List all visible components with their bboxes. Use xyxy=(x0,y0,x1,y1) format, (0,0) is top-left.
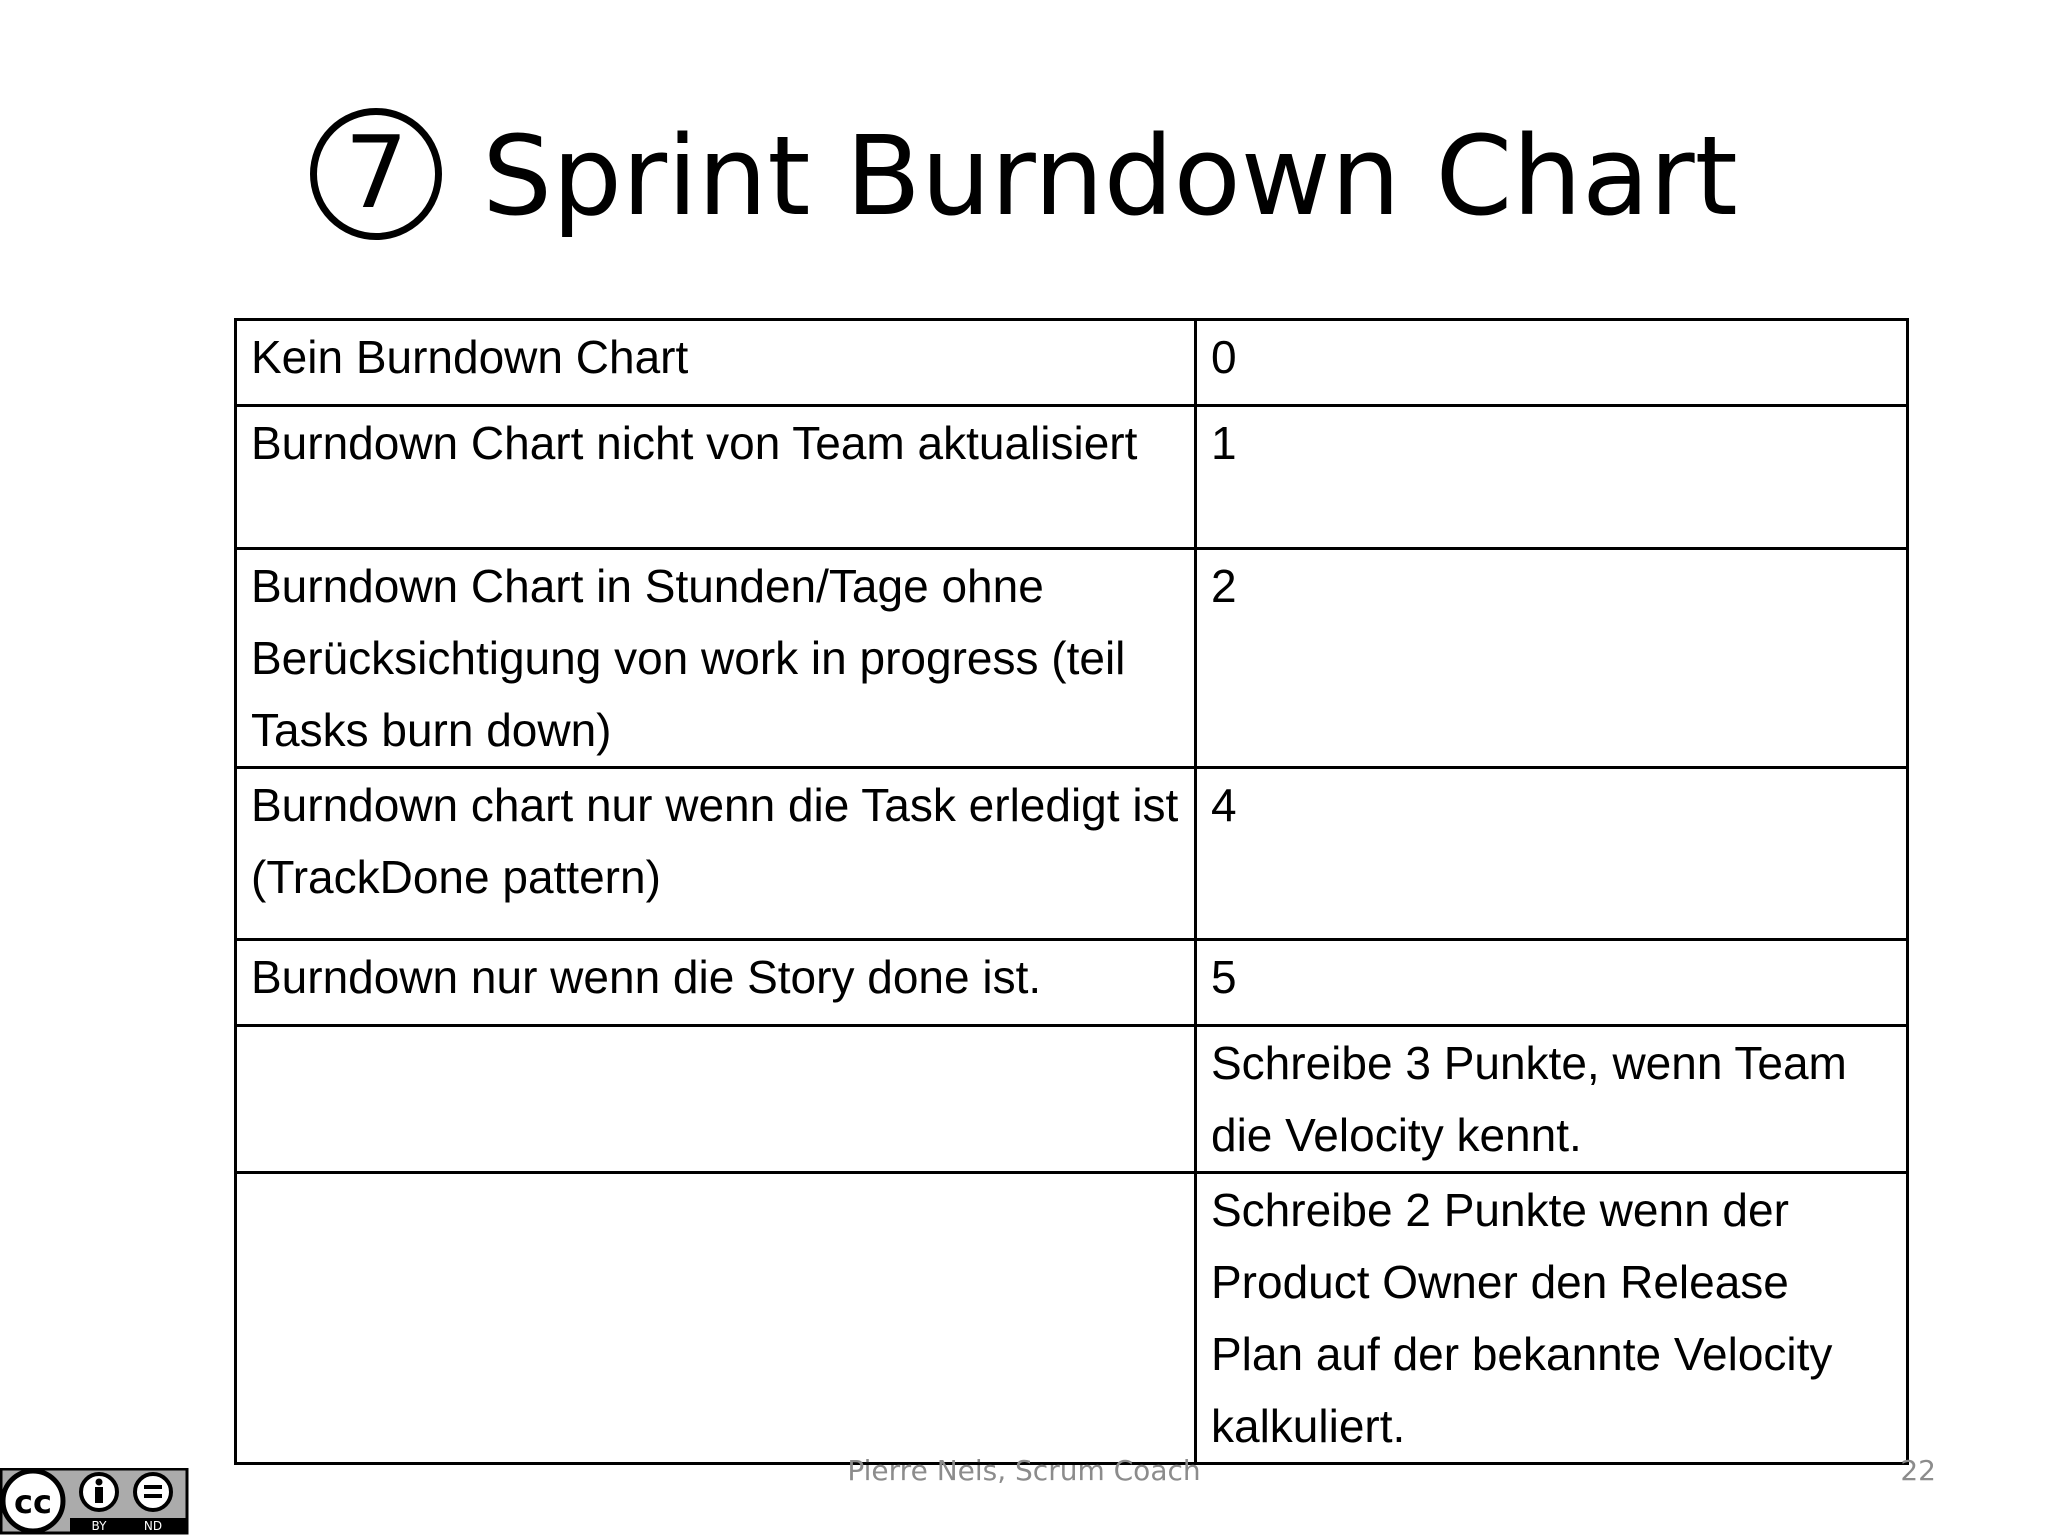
cc-nd-label: ND xyxy=(143,1519,163,1533)
criterion-cell: Burndown Chart in Stunden/Tage ohne Berücksichtigung von work in progress (teil Tasks burn down) xyxy=(236,549,1196,768)
criterion-cell: Burndown nur wenn die Story done ist. xyxy=(236,940,1196,1026)
circled-number: 7 xyxy=(310,108,442,240)
table-row xyxy=(236,1173,1908,1464)
score-cell: 0 xyxy=(1196,320,1908,406)
footer-author: Pierre Neis, Scrum Coach xyxy=(847,1454,1201,1487)
score-cell: Schreibe 3 Punkte, wenn Team die Velocity kennt. xyxy=(1196,1026,1908,1173)
criterion-cell xyxy=(236,1173,1196,1464)
score-cell: 4 xyxy=(1196,768,1908,940)
criterion-cell: Burndown Chart nicht von Team aktualisiert xyxy=(236,406,1196,549)
slide-title xyxy=(0,110,2048,250)
cc-by-label: BY xyxy=(91,1519,107,1533)
score-cell: 1 xyxy=(1196,406,1908,549)
scoring-table xyxy=(234,318,1909,1465)
table-row xyxy=(236,406,1908,549)
title-text: Sprint Burndown Chart xyxy=(482,112,1738,240)
table-row xyxy=(236,549,1908,768)
score-cell: 5 xyxy=(1196,940,1908,1026)
table-row xyxy=(236,320,1908,406)
table-row xyxy=(236,1026,1908,1173)
criterion-cell xyxy=(236,1026,1196,1173)
score-cell: 2 xyxy=(1196,549,1908,768)
table-row xyxy=(236,768,1908,940)
table-row xyxy=(236,940,1908,1026)
criterion-cell: Burndown chart nur wenn die Task erledigt ist (TrackDone pattern) xyxy=(236,768,1196,940)
criterion-cell: Kein Burndown Chart xyxy=(236,320,1196,406)
page-number: 22 xyxy=(1900,1454,1936,1487)
svg-text:cc: cc xyxy=(14,1483,52,1521)
score-cell: Schreibe 2 Punkte wenn der Product Owner den Release Plan auf der bekannte Velocity kalkuliert. xyxy=(1196,1173,1908,1464)
